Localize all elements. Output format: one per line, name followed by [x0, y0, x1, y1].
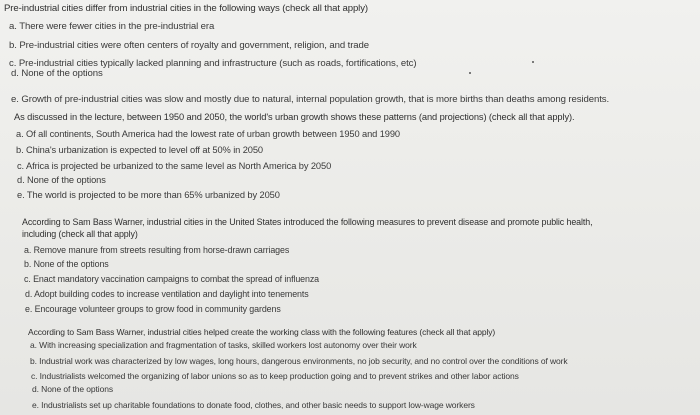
- question-3-option-b[interactable]: b. None of the options: [24, 259, 109, 269]
- question-2-option-b[interactable]: b. China's urbanization is expected to level off at 50% in 2050: [16, 145, 263, 155]
- question-2-option-a[interactable]: a. Of all continents, South America had the lowest rate of urban growth between 1950 and 1990: [16, 129, 401, 139]
- question-4-option-c[interactable]: c. Industrialists welcomed the organizing of labor unions so as to keep production going and to prevent strikes and other labor actions: [31, 371, 519, 381]
- question-3-stem-line-2: including (check all that apply): [22, 229, 138, 239]
- question-2-stem: As discussed in the lecture, between 1950 and 2050, the world's urban growth shows these patterns (and projections) (check all that apply).: [14, 112, 575, 122]
- question-1-option-d[interactable]: d. None of the options: [11, 68, 103, 79]
- question-3-option-c[interactable]: c. Enact mandatory vaccination campaigns to combat the spread of influenza: [24, 274, 320, 284]
- stray-dot: [532, 61, 534, 63]
- question-4-stem: According to Sam Bass Warner, industrial cities helped create the working class with the following features (check all that apply): [28, 327, 496, 337]
- question-2-option-c[interactable]: c. Africa is projected be urbanized to the same level as North America by 2050: [17, 161, 332, 171]
- question-3-option-e[interactable]: e. Encourage volunteer groups to grow food in community gardens: [25, 304, 281, 314]
- question-1-option-e[interactable]: e. Growth of pre-industrial cities was slow and mostly due to natural, internal population growth, that is more births than deaths among residents.: [11, 94, 610, 105]
- question-1-option-c[interactable]: c. Pre-industrial cities typically lacked planning and infrastructure (such as roads, fortifications, etc): [9, 58, 417, 69]
- question-1-option-b[interactable]: b. Pre-industrial cities were often centers of royalty and government, religion, and trade: [9, 40, 370, 51]
- question-3-option-a[interactable]: a. Remove manure from streets resulting from horse-drawn carriages: [24, 245, 290, 255]
- question-4-option-b[interactable]: b. Industrial work was characterized by low wages, long hours, dangerous environments, no job security, and no control over the conditions of work: [30, 356, 568, 366]
- question-1-stem: Pre-industrial cities differ from industrial cities in the following ways (check all that apply): [4, 3, 368, 14]
- question-4-option-a[interactable]: a. With increasing specialization and fragmentation of tasks, skilled workers lost autonomy over their work: [30, 340, 417, 350]
- question-4-option-d[interactable]: d. None of the options: [32, 384, 113, 394]
- stray-dot: [469, 72, 471, 74]
- question-2-option-e[interactable]: e. The world is projected to be more than 65% urbanized by 2050: [17, 190, 280, 200]
- question-4-option-e[interactable]: e. Industrialists set up charitable foundations to donate food, clothes, and other basic needs to support low-wage workers: [32, 400, 475, 410]
- question-1-option-a[interactable]: a. There were fewer cities in the pre-industrial era: [9, 21, 215, 32]
- question-3-option-d[interactable]: d. Adopt building codes to increase ventilation and daylight into tenements: [25, 289, 309, 299]
- question-2-option-d[interactable]: d. None of the options: [17, 175, 106, 185]
- question-3-stem-line-1: According to Sam Bass Warner, industrial cities in the United States introduced the following measures to prevent disease and promote public health,: [22, 217, 593, 227]
